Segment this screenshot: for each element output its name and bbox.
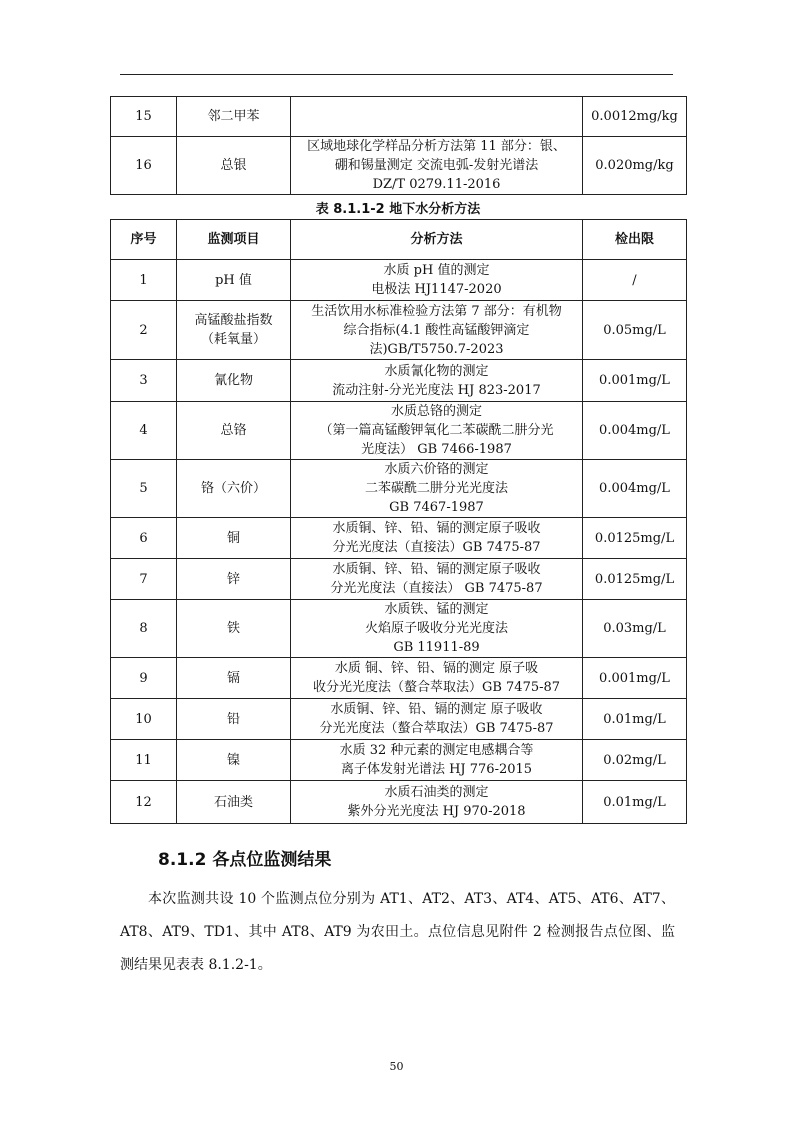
row-number: 5 (111, 460, 177, 518)
page-number: 50 (389, 1060, 404, 1073)
analysis-method: 水质总铬的测定 （第一篇高锰酸钾氧化二苯碳酰二肼分光 光度法） GB 7466-1987 (291, 402, 583, 460)
analysis-method: 水质铜、锌、铅、镉的测定原子吸收 分光光度法（直接法）GB 7475-87 (291, 518, 583, 559)
header-method: 分析方法 (291, 220, 583, 260)
row-number: 7 (111, 559, 177, 600)
detection-limit: 0.001mg/L (583, 658, 687, 699)
table-row (111, 740, 687, 781)
table-caption: 表 8.1.1-2 地下水分析方法 (315, 202, 481, 217)
row-number: 10 (111, 699, 177, 740)
table-row (111, 518, 687, 559)
item-name: 石油类 (177, 781, 291, 824)
section-heading: 8.1.2 各点位监测结果 (158, 850, 332, 870)
detection-limit: 0.0125mg/L (583, 559, 687, 600)
row-number: 9 (111, 658, 177, 699)
analysis-method: 水质铁、锰的测定 火焰原子吸收分光光度法 GB 11911-89 (291, 600, 583, 658)
item-name: 铜 (177, 518, 291, 559)
analysis-method: 水质六价铬的测定 二苯碳酰二肼分光光度法 GB 7467-1987 (291, 460, 583, 518)
item-name: 铁 (177, 600, 291, 658)
item-name: 镍 (177, 740, 291, 781)
item-name: 镉 (177, 658, 291, 699)
detection-limit: 0.004mg/L (583, 460, 687, 518)
item-name: 氰化物 (177, 360, 291, 402)
table-row (111, 559, 687, 600)
detection-limit: 0.05mg/L (583, 301, 687, 360)
table-row (111, 301, 687, 360)
row-number: 15 (111, 97, 177, 137)
analysis-method: 水质 32 种元素的测定电感耦合等 离子体发射光谱法 HJ 776-2015 (291, 740, 583, 781)
item-name: 总银 (177, 137, 291, 195)
row-number: 2 (111, 301, 177, 360)
table-row (111, 260, 687, 301)
detection-limit: 0.02mg/L (583, 740, 687, 781)
item-name: pH 值 (177, 260, 291, 301)
detection-limit: 0.0012mg/kg (583, 97, 687, 137)
table-header-row (111, 220, 687, 260)
row-number: 16 (111, 137, 177, 195)
table-row (111, 360, 687, 402)
row-number: 3 (111, 360, 177, 402)
table-row (111, 460, 687, 518)
header-number: 序号 (111, 220, 177, 260)
item-name: 铅 (177, 699, 291, 740)
detection-limit: 0.001mg/L (583, 360, 687, 402)
analysis-method: 水质氰化物的测定 流动注射-分光光度法 HJ 823-2017 (291, 360, 583, 402)
row-number: 4 (111, 402, 177, 460)
detection-limit: 0.020mg/kg (583, 137, 687, 195)
analysis-method: 生活饮用水标准检验方法第 7 部分：有机物 综合指标(4.1 酸性高锰酸钾滴定 法)GB/T5750.7-2023 (291, 301, 583, 360)
table-row (111, 600, 687, 658)
header-limit: 检出限 (583, 220, 687, 260)
table-row (111, 699, 687, 740)
detection-limit: 0.01mg/L (583, 699, 687, 740)
row-number: 8 (111, 600, 177, 658)
row-number: 1 (111, 260, 177, 301)
item-name: 高锰酸盐指数 （耗氧量） (177, 301, 291, 360)
table-row (111, 781, 687, 824)
soil-method-table-continued (110, 96, 687, 195)
table-row (111, 402, 687, 460)
header-rule (120, 74, 673, 75)
analysis-method: 水质铜、锌、铅、镉的测定原子吸收 分光光度法（直接法） GB 7475-87 (291, 559, 583, 600)
item-name: 铬（六价） (177, 460, 291, 518)
row-number: 6 (111, 518, 177, 559)
header-item: 监测项目 (177, 220, 291, 260)
groundwater-method-table (110, 219, 687, 824)
detection-limit: 0.0125mg/L (583, 518, 687, 559)
detection-limit: 0.004mg/L (583, 402, 687, 460)
row-number: 12 (111, 781, 177, 824)
analysis-method: 水质石油类的测定 紫外分光光度法 HJ 970-2018 (291, 781, 583, 824)
table-row (111, 97, 687, 137)
analysis-method: 区域地球化学样品分析方法第 11 部分：银、 硼和锡量测定 交流电弧-发射光谱法 DZ/T 0279.11-2016 (291, 137, 583, 195)
analysis-method: 水质 铜、锌、铅、镉的测定 原子吸 收分光光度法（螯合萃取法）GB 7475-87 (291, 658, 583, 699)
body-paragraph: 本次监测共设 10 个监测点位分别为 AT1、AT2、AT3、AT4、AT5、AT6、AT7、AT8、AT9、TD1、其中 AT8、AT9 为农田土。点位信息见附件 2 检测报告点位图、监测结果见表表 8.1.2-1。 (120, 891, 675, 973)
analysis-method: 水质 pH 值的测定 电极法 HJ1147-2020 (291, 260, 583, 301)
table-row (111, 658, 687, 699)
analysis-method: 水质铜、锌、铅、镉的测定 原子吸收 分光光度法（螯合萃取法）GB 7475-87 (291, 699, 583, 740)
detection-limit: / (583, 260, 687, 301)
item-name: 邻二甲苯 (177, 97, 291, 137)
detection-limit: 0.03mg/L (583, 600, 687, 658)
detection-limit: 0.01mg/L (583, 781, 687, 824)
analysis-method (291, 97, 583, 137)
item-name: 总铬 (177, 402, 291, 460)
row-number: 11 (111, 740, 177, 781)
item-name: 锌 (177, 559, 291, 600)
table-row (111, 137, 687, 195)
